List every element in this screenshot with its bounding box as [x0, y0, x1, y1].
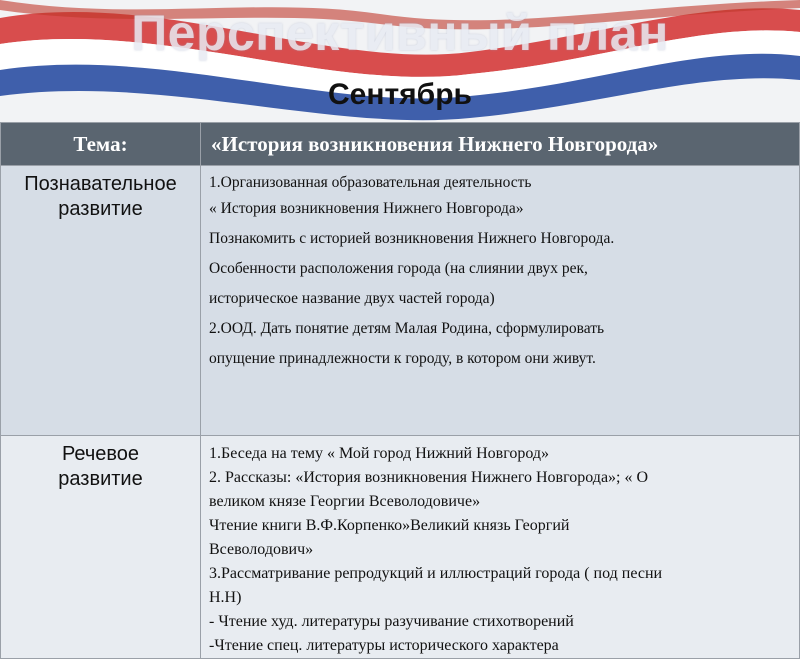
content-line: - Чтение худ. литературы разучивание стихотворений — [209, 613, 574, 630]
content-line: опущение принадлежности к городу, в котором они живут. — [209, 350, 596, 367]
content-line: -Чтение спец. литературы исторического характера — [209, 637, 559, 654]
content-line: Особенности расположения города (на слиянии двух рек, — [209, 260, 588, 277]
content-line: 1.Беседа на тему « Мой город Нижний Новгород» — [209, 445, 550, 462]
row-label-line: Речевое — [61, 443, 140, 465]
row-label-line: развитие — [58, 468, 143, 490]
page-title: Перспективный план — [131, 5, 669, 61]
content-line: историческое название двух частей города) — [209, 290, 495, 307]
content-line: 2. Рассказы: «История возникновения Нижнего Новгорода»; « О — [209, 469, 649, 486]
content-line: Всеволодович» — [209, 541, 314, 558]
topic-title: «История возникновения Нижнего Новгорода» — [201, 123, 800, 166]
row-label-line: Познавательное — [24, 173, 177, 195]
content-line: 2.ООД. Дать понятие детям Малая Родина, сформулировать — [209, 320, 605, 337]
content-line: « История возникновения Нижнего Новгорода» — [209, 200, 524, 217]
month-heading: Сентябрь — [328, 78, 472, 111]
row-content-speech — [201, 436, 800, 659]
row-content-cognitive — [201, 166, 800, 436]
table-header-row — [1, 123, 800, 166]
table-row — [1, 166, 800, 436]
table-row — [1, 436, 800, 659]
row-label-line: развитие — [58, 198, 143, 220]
content-line: 3.Рассматривание репродукций и иллюстраций города ( под песни — [209, 565, 663, 582]
topic-label: Тема: — [1, 123, 201, 166]
row-label-cognitive — [1, 166, 201, 436]
row-label-speech — [1, 436, 201, 659]
flag-banner — [0, 0, 800, 122]
content-line: великом князе Георгии Всеволодовиче» — [209, 493, 481, 510]
content-line: Чтение книги В.Ф.Корпенко»Великий князь Георгий — [209, 517, 570, 534]
content-line: Познакомить с историей возникновения Нижнего Новгорода. — [209, 230, 615, 247]
content-line: 1.Организованная образовательная деятельность — [209, 174, 532, 191]
plan-table — [0, 122, 800, 659]
content-line: Н.Н) — [209, 589, 242, 606]
